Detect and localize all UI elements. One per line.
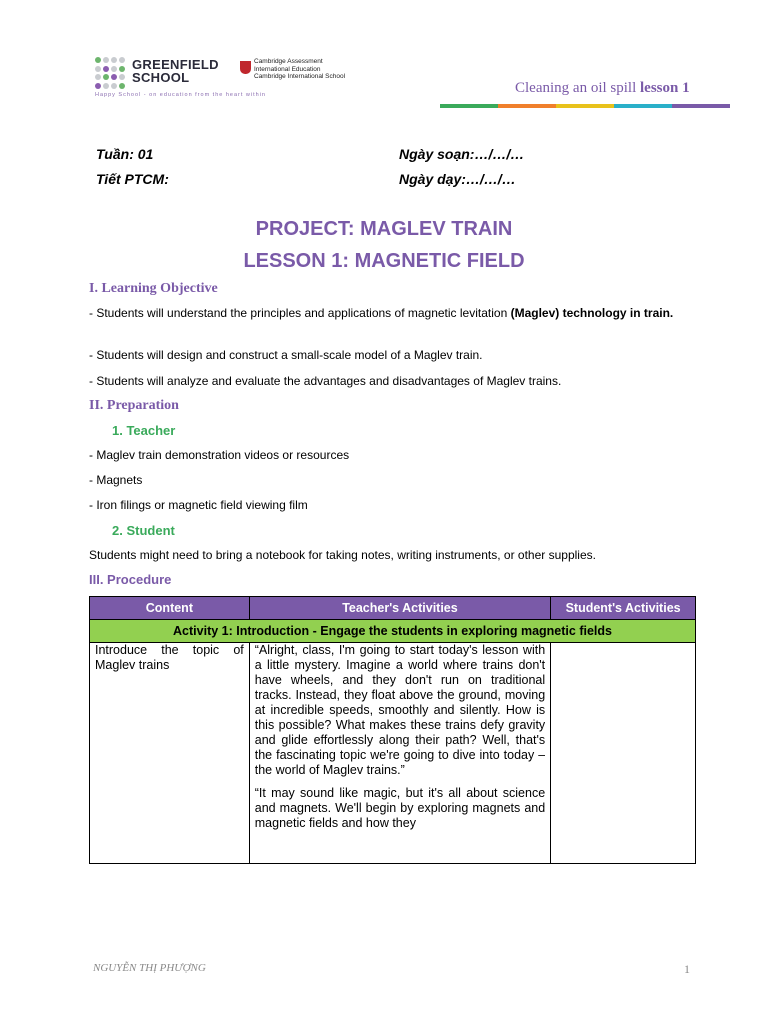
school-logo-dots [95, 57, 127, 89]
teacher-subheading: 1. Teacher [112, 423, 176, 438]
procedure-heading: III. Procedure [89, 572, 172, 587]
row-teacher-cell [249, 643, 550, 864]
objective-item-3: - Students will analyze and evaluate the advantages and disadvantages of Maglev trains. [89, 374, 562, 388]
row-content-cell: Introduce the topic of Maglev trains [90, 643, 250, 864]
teacher-item: - Magnets [89, 473, 143, 487]
objective-item-2: - Students will design and construct a small-scale model of a Maglev train. [89, 348, 483, 362]
column-header-content: Content [90, 597, 250, 620]
column-header-teacher: Teacher's Activities [249, 597, 550, 620]
objective-item-1: - Students will understand the principles and applications of magnetic levitation (Maglev) technology in train. [89, 306, 674, 320]
header-color-stripes [440, 104, 730, 108]
school-name: GREENFIELD SCHOOL [132, 57, 219, 85]
learning-objective-heading: I. Learning Objective [89, 281, 218, 296]
student-subheading: 2. Student [112, 523, 175, 538]
procedure-table [89, 596, 696, 864]
cambridge-logo-text: Cambridge Assessment International Education Cambridge International School [254, 58, 346, 80]
prep-date-label: Ngày soạn:…/…/… [399, 146, 525, 162]
stripe [556, 104, 614, 108]
activity-row [90, 620, 696, 643]
teacher-item: - Iron filings or magnetic field viewing film [89, 498, 308, 512]
school-tagline: Happy School - on education from the heart within [95, 92, 266, 98]
cambridge-shield-icon [240, 61, 251, 74]
lesson-title: LESSON 1: MAGNETIC FIELD [243, 250, 525, 272]
stripe [614, 104, 672, 108]
stripe [672, 104, 730, 108]
period-label: Tiết PTCM: [96, 171, 169, 187]
stripe [498, 104, 556, 108]
activity-1-title: Activity 1: Introduction - Engage the students in exploring magnetic fields [90, 620, 696, 643]
page-number: 1 [684, 962, 690, 976]
week-label: Tuần: 01 [96, 146, 154, 162]
footer-author: NGUYỄN THỊ PHƯỢNG [93, 962, 206, 974]
row-student-cell [551, 643, 696, 864]
student-supplies-text: Students might need to bring a notebook for taking notes, writing instruments, or other supplies. [89, 548, 596, 562]
teacher-paragraph: “It may sound like magic, but it's all about science and magnets. We'll begin by exploring magnets and magnetic fields and how they [254, 786, 546, 830]
teacher-paragraph: “Alright, class, I'm going to start today's lesson with a little mystery. Imagine a world where trains don't have wheels, and they don't run on traditional tracks. Instead, they float above the ground, moving at incredible speeds, smoothly and silently. How is this possible? What makes these trains defy gravity and glide effortlessly along their path? Well, that's the fascinating topic we're going to dive into today – the world of Maglev trains.” [254, 643, 546, 777]
table-row [90, 643, 696, 864]
teacher-item: - Maglev train demonstration videos or resources [89, 448, 350, 462]
stripe [440, 104, 498, 108]
table-header-row [90, 597, 696, 620]
header-lesson-reference: Cleaning an oil spill lesson 1 [515, 80, 690, 96]
project-title: PROJECT: MAGLEV TRAIN [255, 218, 513, 240]
teach-date-label: Ngày dạy:…/…/… [399, 171, 516, 187]
preparation-heading: II. Preparation [89, 398, 179, 413]
column-header-student: Student's Activities [551, 597, 696, 620]
